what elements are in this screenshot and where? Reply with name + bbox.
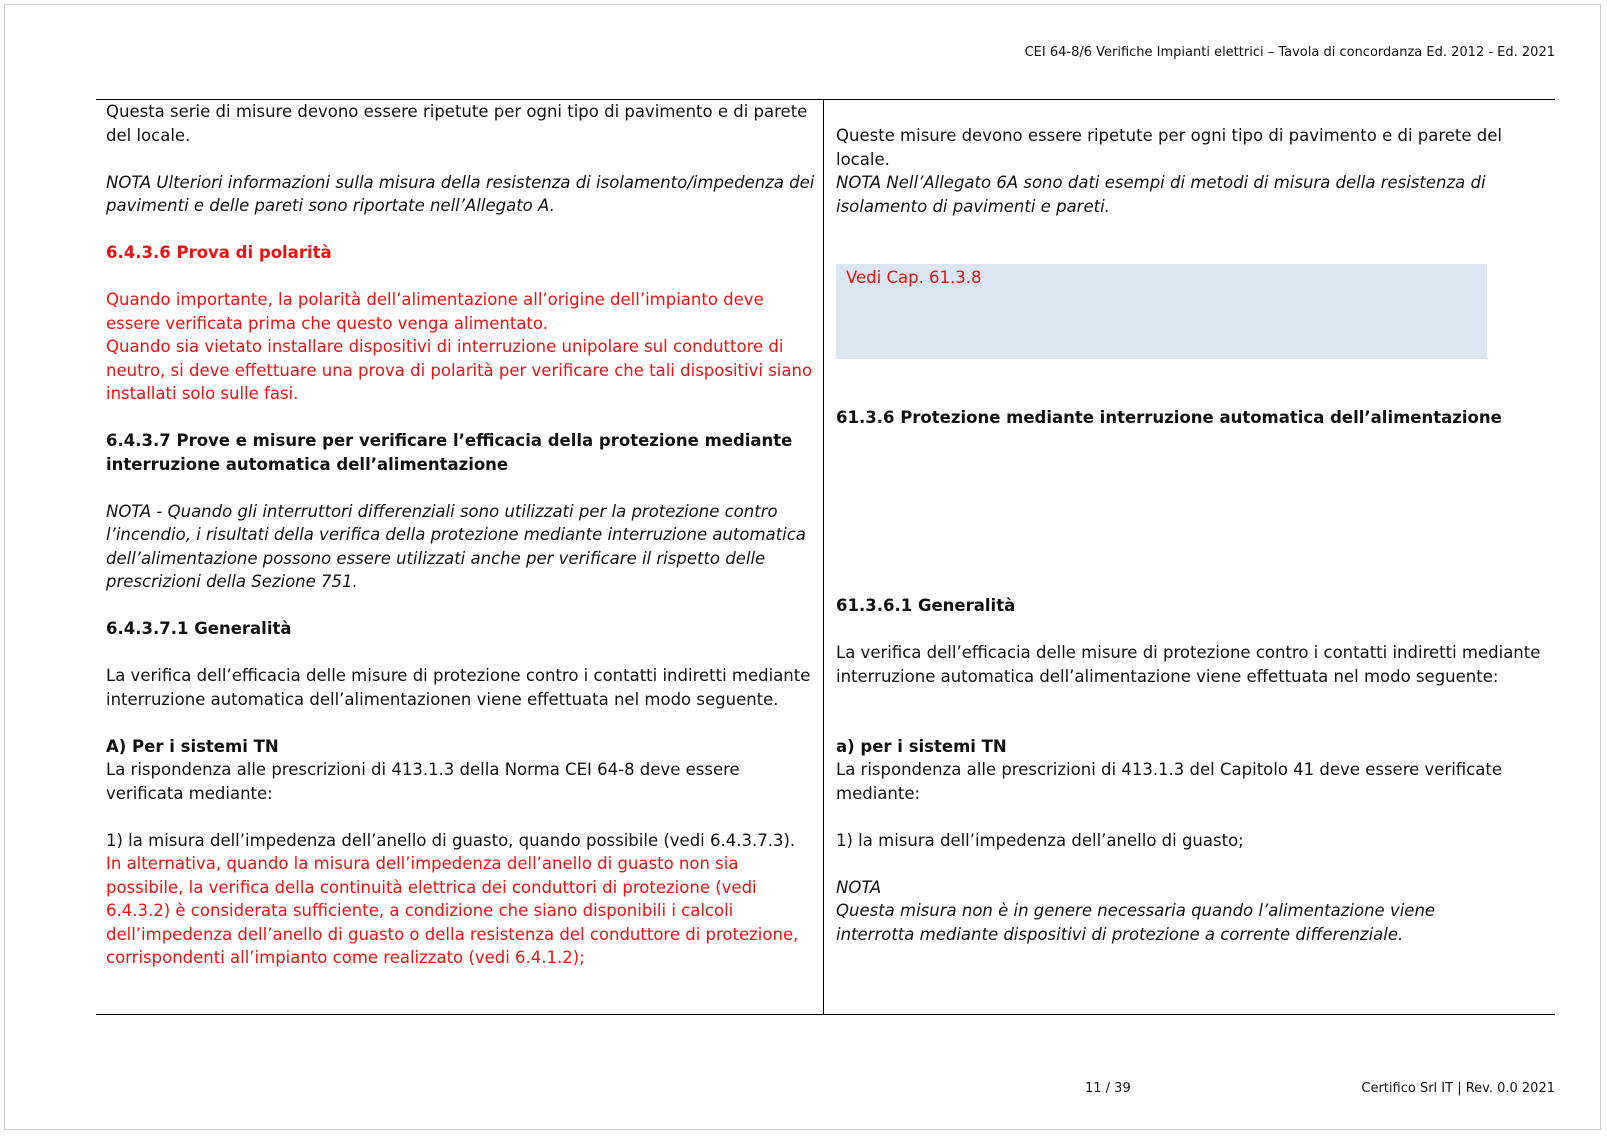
page-number: 11 / 39 [1085, 1081, 1131, 1096]
left-item-1-alternative: In alternativa, quando la misura dell’impedenza dell’anello di guasto non sia possibile, la verifica della continuità elettrica dei conduttori di protezione (vedi 6.4.3.2) è considerata sufficiente, a condizione che siano disponibili i calcoli dell’impedenza dell’anello di guasto o della resistenza del conduttore di protezione, corrispondenti all’impianto come realizzato (vedi 6.4.1.2); [106, 854, 799, 967]
table-bottom-rule [96, 1014, 1555, 1015]
left-item-1: 1) la misura dell’impedenza dell’anello di guasto, quando possibile (vedi 6.4.3.7.3). [106, 830, 796, 850]
left-tn-text: La rispondenza alle prescrizioni di 413.1.3 della Norma CEI 64-8 deve essere verificata mediante: [106, 760, 740, 803]
right-general-text: La verifica dell’efficacia delle misure di protezione contro i contatti indiretti mediante interruzione automatica dell’alimentazione viene effettuata nel modo seguente: [836, 643, 1541, 686]
left-heading-efficacy: 6.4.3.7 Prove e misure per verificare l’efficacia della protezione mediante interruzione automatica dell’alimentazione [106, 431, 793, 474]
left-heading-polarity: 6.4.3.6 Prova di polarità [106, 243, 332, 262]
left-paragraph-floors: Questa serie di misure devono essere ripetute per ogni tipo di pavimento e di parete del locale. [106, 102, 808, 145]
right-tn-text: La rispondenza alle prescrizioni di 413.1.3 del Capitolo 41 deve essere verificate mediante: [836, 760, 1503, 803]
right-heading-tn: a) per i sistemi TN [836, 737, 1007, 756]
right-item-1: 1) la misura dell’impedenza dell’anello di guasto; [836, 831, 1244, 850]
left-polarity-text-1: Quando importante, la polarità dell’alimentazione all’origine dell’impianto deve essere verificata prima che questo venga alimentato. [106, 290, 764, 333]
left-heading-tn: A) Per i sistemi TN [106, 736, 279, 756]
page-header: CEI 64-8/6 Verifiche Impianti elettrici – Tavola di concordanza Ed. 2012 - Ed. 2021 [1024, 45, 1555, 60]
reference-highlight-box [836, 264, 1487, 359]
right-note-insulation: NOTA Nell’Allegato 6A sono dati esempi di metodi di misura della resistenza di isolamento di pavimenti e pareti. [836, 173, 1486, 216]
right-heading-protection: 61.3.6 Protezione mediante interruzione automatica dell’alimentazione [836, 408, 1502, 427]
left-polarity-text-2: Quando sia vietato installare dispositivi di interruzione unipolare sul conduttore di neutro, si deve effettuare una prova di polarità per verificare che tali dispositivi siano installati solo sulle fasi. [106, 337, 813, 403]
left-heading-general: 6.4.3.7.1 Generalità [106, 619, 292, 638]
left-general-text: La verifica dell’efficacia delle misure di protezione contro i contatti indiretti mediante interruzione automatica dell’alimentazionen viene effettuata nel modo seguente. [106, 666, 811, 709]
left-note-insulation: NOTA Ulteriori informazioni sulla misura della resistenza di isolamento/impedenza dei pavimenti e delle pareti sono riportate nell’Allegato A. [106, 172, 815, 215]
footer-company: Certifico Srl IT | Rev. 0.0 2021 [1361, 1081, 1555, 1096]
right-paragraph-floors: Queste misure devono essere ripetute per ogni tipo di pavimento e di parete del locale. [836, 126, 1503, 169]
right-note-label: NOTA [836, 878, 882, 897]
right-note-rcd: Questa misura non è in genere necessaria quando l’alimentazione viene interrotta mediante dispositivi di protezione a corrente differenziale. [836, 901, 1436, 944]
left-note-rcd: NOTA - Quando gli interruttori differenziali sono utilizzati per la protezione contro l’incendio, i risultati della verifica della protezione mediante interruzione automatica dell’alimentazione possono essere utilizzati anche per verificare il rispetto delle prescrizioni della Sezione 751. [106, 501, 806, 591]
left-column [106, 100, 818, 970]
column-divider [823, 99, 824, 1015]
reference-link-text[interactable]: Vedi Cap. 61.3.8 [846, 268, 982, 287]
right-heading-general: 61.3.6.1 Generalità [836, 596, 1016, 615]
